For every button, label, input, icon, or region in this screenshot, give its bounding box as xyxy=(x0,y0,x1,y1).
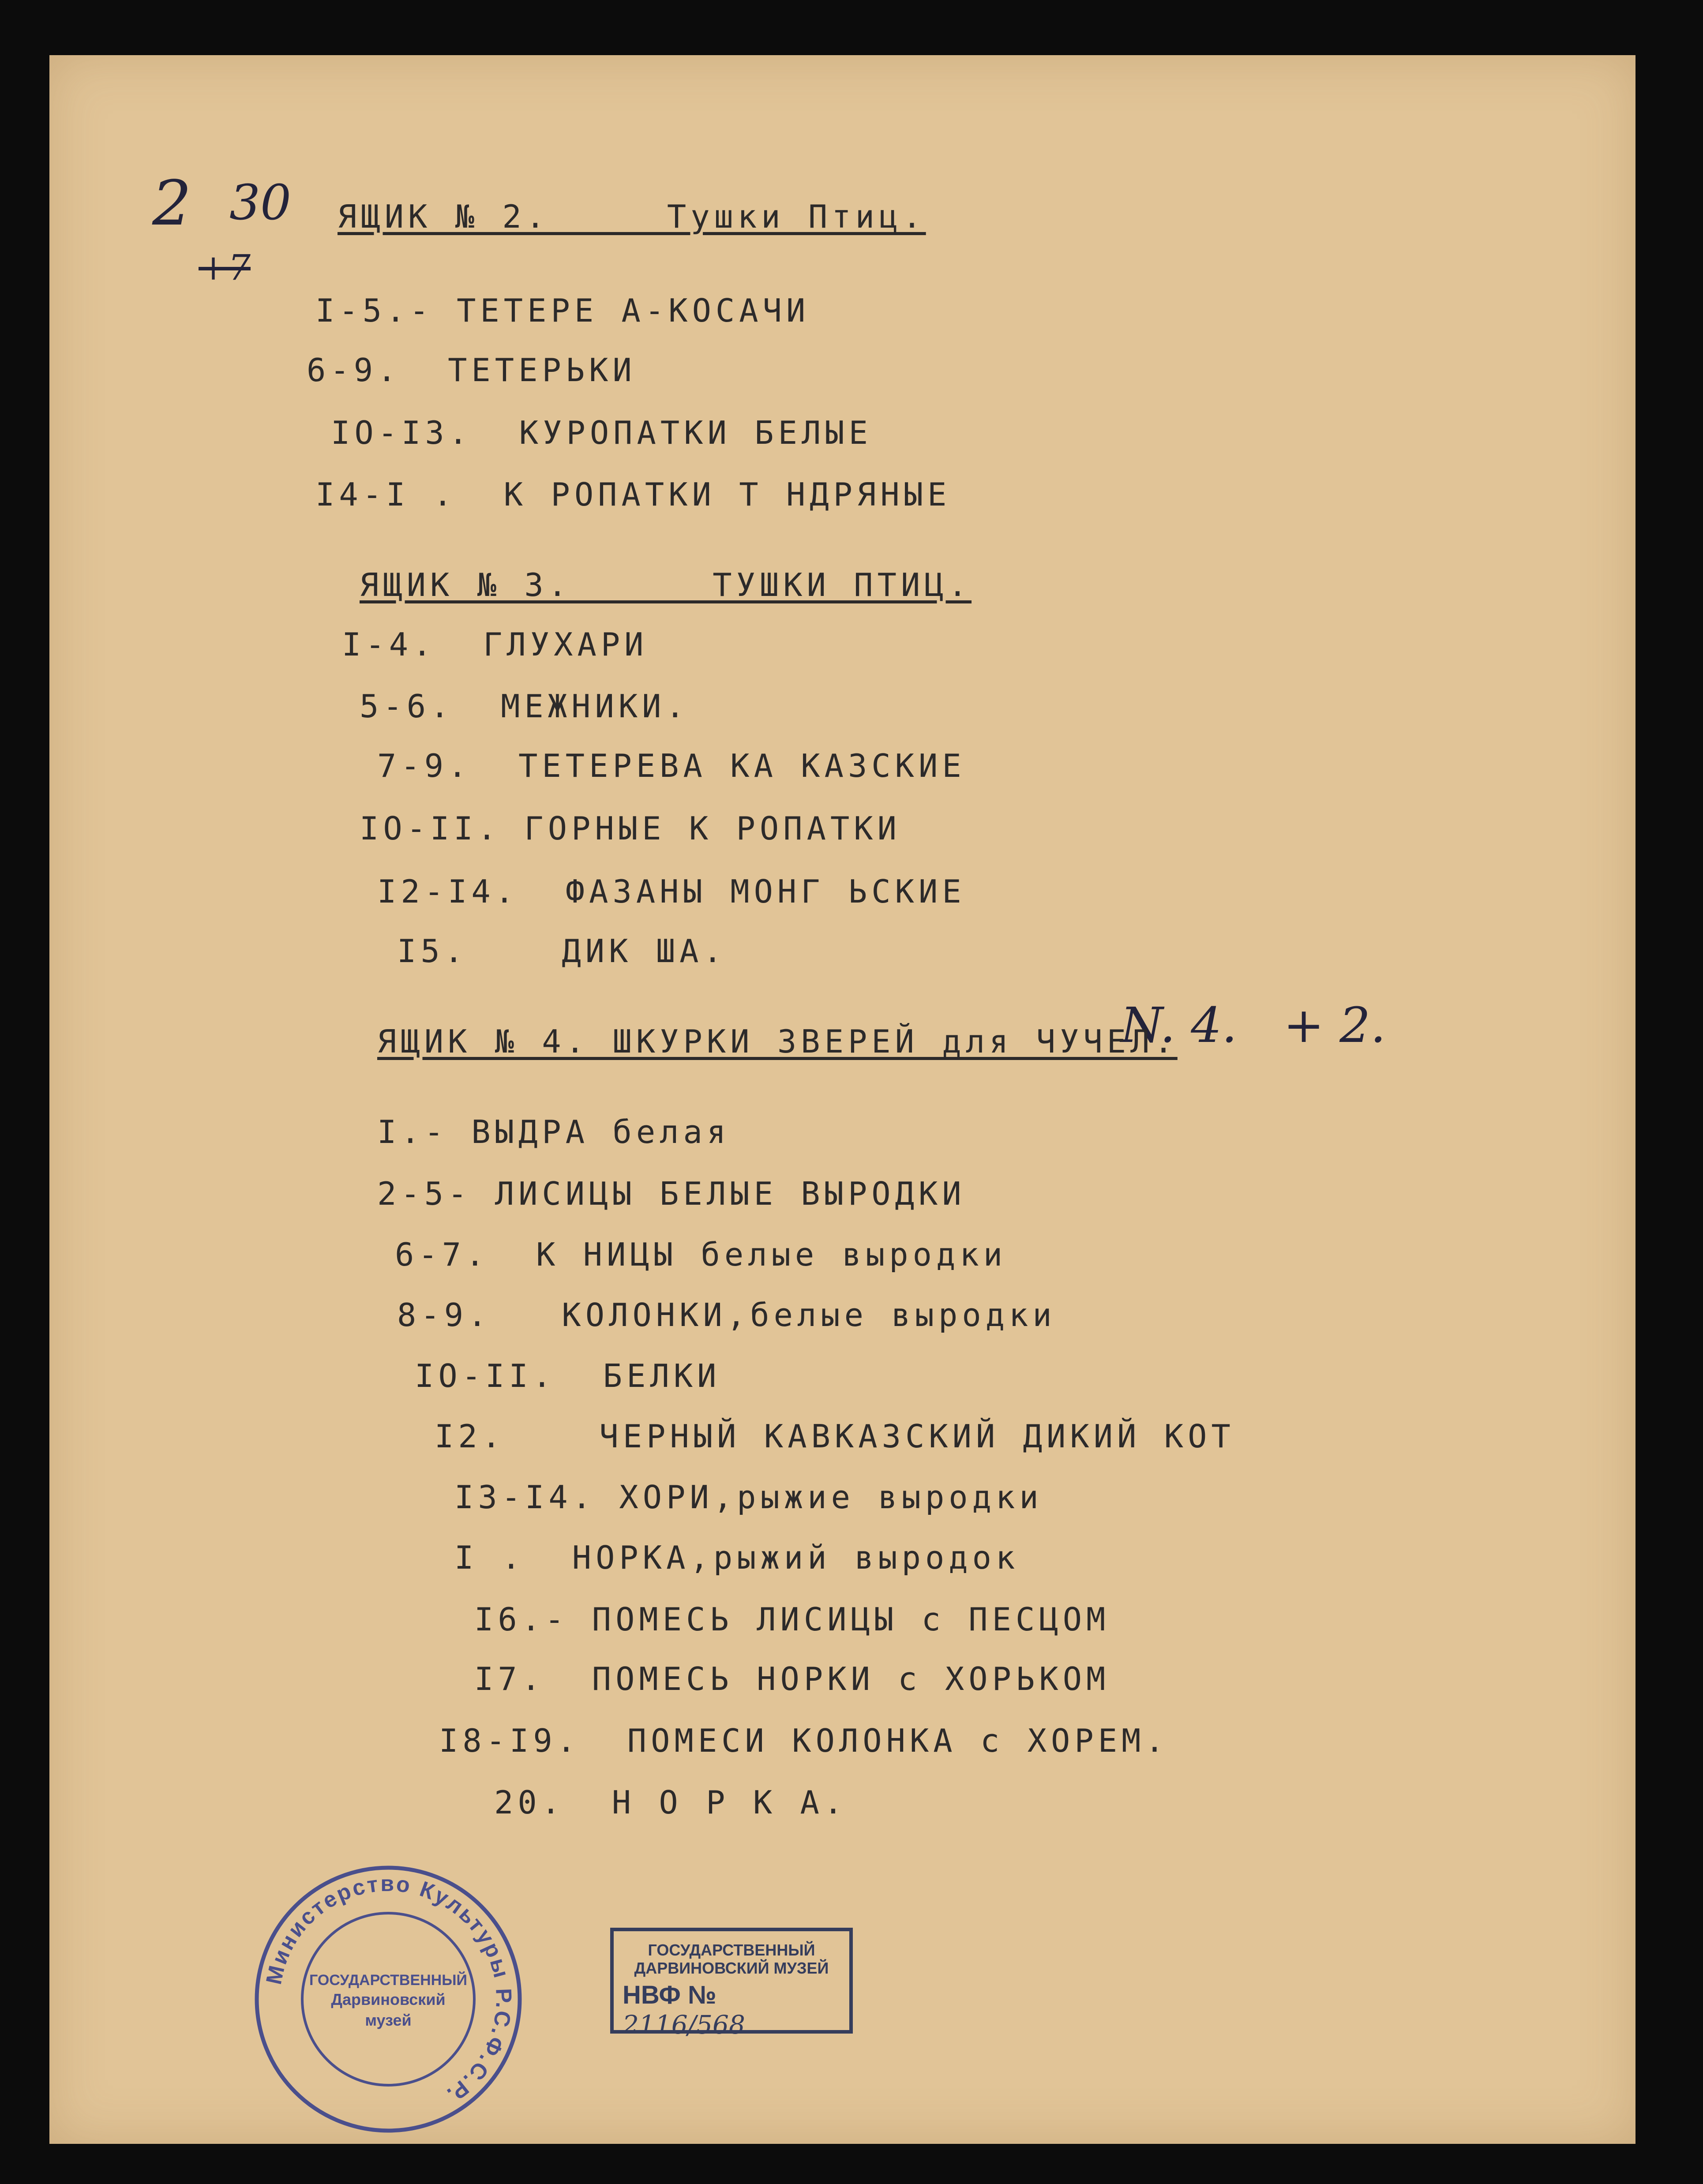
list-item: 6-9. ТЕТЕРЬКИ xyxy=(307,352,636,389)
list-item: I.- ВЫДРА белая xyxy=(377,1113,731,1150)
handwritten-page-number: 2 xyxy=(152,168,192,240)
box-4-heading: ЯЩИК № 4. ШКУРКИ ЗВЕРЕЙ для ЧУЧЕЛ. xyxy=(377,1023,1178,1060)
list-item: 6-7. К НИЦЫ белые выродки xyxy=(395,1236,1007,1273)
stamp-rect-label: НВФ № xyxy=(623,1980,716,2009)
list-item: I5. ДИК ША. xyxy=(397,933,727,970)
list-item: I . НОРКА,рыжий выродок xyxy=(454,1539,1020,1576)
stamp-rect-line-1: ГОСУДАРСТВЕННЫЙ xyxy=(648,1941,815,1959)
box-3-heading: ЯЩИК № 3. ТУШКИ ПТИЦ. xyxy=(360,566,972,603)
list-item: 5-6. МЕЖНИКИ. xyxy=(360,688,689,725)
list-item: IO-II. ГОРНЫЕ К РОПАТКИ xyxy=(360,810,901,847)
stamp-outer-text: Министерство Культуры Р.С.Ф.С.Р. xyxy=(261,1871,517,2109)
list-item: I7. ПОМЕСЬ НОРКИ с ХОРЬКОМ xyxy=(474,1660,1110,1697)
list-item: I2. ЧЕРНЫЙ КАВКАЗСКИЙ ДИКИЙ КОТ xyxy=(435,1418,1235,1455)
document-page xyxy=(49,55,1635,2144)
box-2-heading: ЯЩИК № 2. Тушки Птиц. xyxy=(338,198,926,235)
stamp-inner-line-2: Дарвиновский xyxy=(331,1990,446,2008)
list-item: 20. Н О Р К А. xyxy=(494,1784,848,1821)
list-item: I6.- ПОМЕСЬ ЛИСИЦЫ с ПЕСЦОМ xyxy=(474,1601,1110,1638)
list-item: I8-I9. ПОМЕСИ КОЛОНКА с ХОРЕМ. xyxy=(439,1722,1169,1759)
stamp-inner-line-3: музей xyxy=(365,2011,412,2029)
stamp-rect-line-2: ДАРВИНОВСКИЙ МУЗЕЙ xyxy=(634,1959,829,1978)
handwritten-mark: 30 xyxy=(229,174,291,231)
list-item: IO-II. БЕЛКИ xyxy=(415,1357,721,1394)
round-museum-stamp xyxy=(251,1862,526,2137)
list-item: 8-9. КОЛОНКИ,белые выродки xyxy=(397,1296,1056,1334)
list-item: 2-5- ЛИСИЦЫ БЕЛЫЕ ВЫРОДКИ xyxy=(377,1175,966,1212)
handwritten-struck-mark: +7 xyxy=(199,247,251,288)
list-item: I-5.- ТЕТЕРЕ А-КОСАЧИ xyxy=(315,292,810,329)
stamp-rect-inventory xyxy=(623,1980,840,2040)
stamp-inner-line-1: ГОСУДАРСТВЕННЫЙ xyxy=(309,1972,467,1989)
handwritten-margin-note: N. 4. + 2. xyxy=(1121,997,1386,1053)
stamp-rect-number: 2116/568 xyxy=(623,2009,745,2040)
list-item: 7-9. ТЕТЕРЕВА КА КАЗСКИЕ xyxy=(377,747,966,784)
list-item: IO-I3. КУРОПАТКИ БЕЛЫЕ xyxy=(331,414,872,451)
list-item: I2-I4. ФАЗАНЫ МОНГ ЬСКИЕ xyxy=(377,873,966,910)
list-item: I3-I4. ХОРИ,рыжие выродки xyxy=(454,1479,1043,1516)
rectangular-archive-stamp xyxy=(610,1928,853,2040)
list-item: I-4. ГЛУХАРИ xyxy=(342,626,648,663)
list-item: I4-I . К РОПАТКИ Т НДРЯНЫЕ xyxy=(315,476,951,513)
